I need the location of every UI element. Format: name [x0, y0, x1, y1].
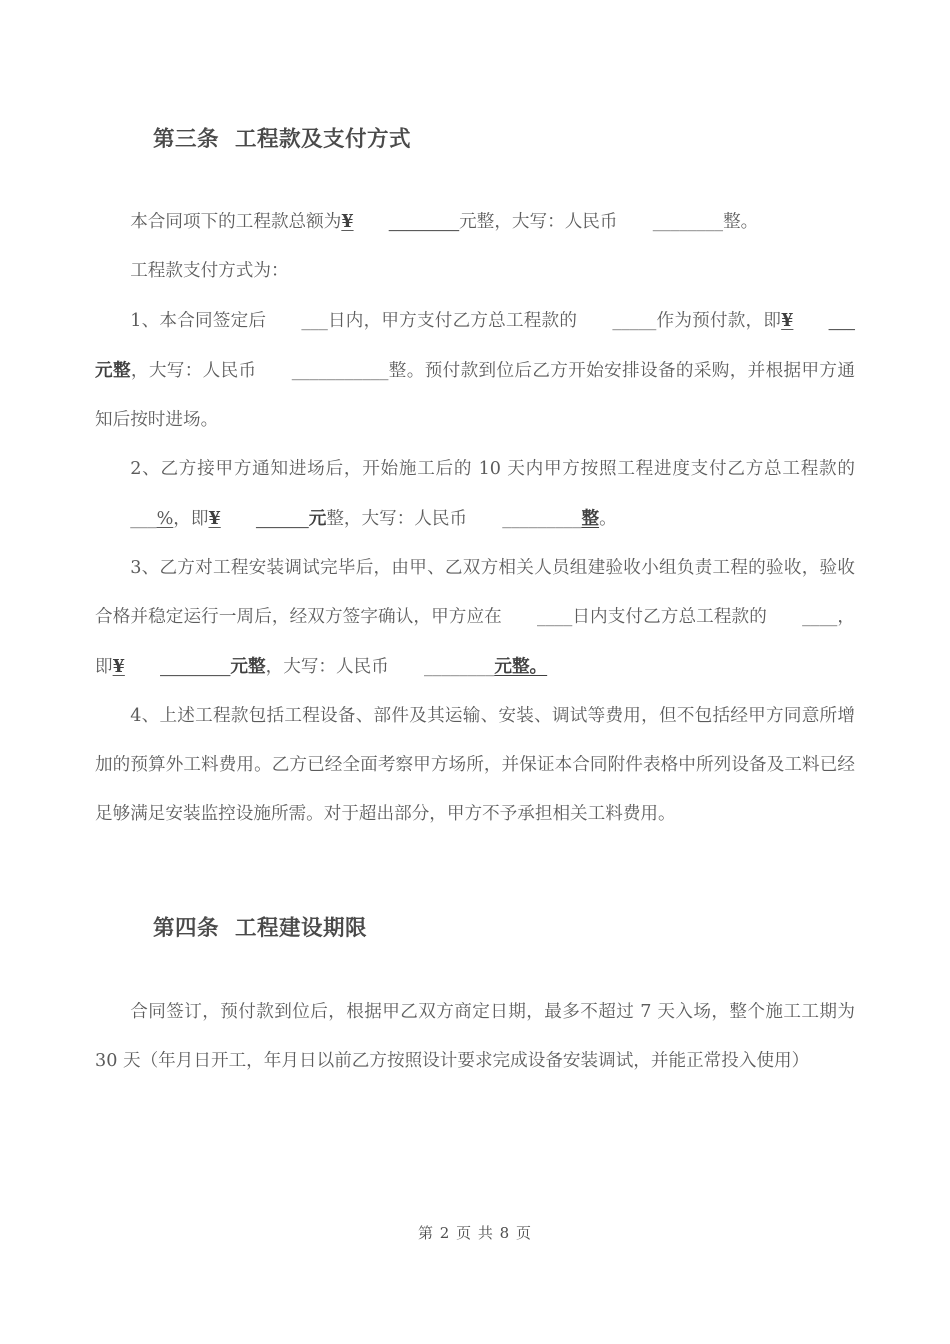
item-3-text-3: ，即 — [95, 607, 855, 677]
total-amount-mid: 元整，大写：人民币 — [459, 212, 618, 232]
section-heading-4: 第四条 工程建设期限 — [153, 916, 367, 941]
item-1-number: 1、 — [130, 311, 160, 331]
item-3-number: 3、 — [130, 558, 160, 578]
blank-item-3-amount[interactable]: ________ — [160, 657, 231, 677]
blank-item-1-percent[interactable]: _____ — [612, 311, 657, 331]
period-text-4: 日开工， — [193, 1051, 264, 1071]
blank-item-2-words[interactable]: _________ — [502, 509, 582, 529]
item-2-text-5: 整，大写：人民币 — [326, 509, 468, 529]
item-3-text-5: ，大写：人民币 — [265, 657, 389, 677]
item-1-text-6: 整。预付款到位后乙方开始安排设备的采购，并根据甲方通知后按时进场。 — [95, 361, 855, 430]
item-2-text-6: 整 — [581, 508, 600, 529]
blank-item-1-days[interactable]: ___ — [301, 311, 328, 331]
total-amount-tail: 整。 — [723, 212, 759, 232]
blank-total-amount[interactable]: ________ — [388, 212, 460, 232]
item-3-text-2: 日内支付乙方总工程款的 — [572, 607, 767, 627]
period-text-7: 日以前乙方按照设计要求完成设备安装调试，并能正常投入使用） — [299, 1051, 810, 1071]
item-2-text-1: 乙方接甲方通知进场后，开始施工后的 10 天内甲方按照工程进度支付乙方总工程款的 — [160, 459, 855, 479]
currency-symbol-total: ¥ — [341, 211, 354, 232]
item-1-text-5: ，大写：人民币 — [130, 361, 257, 381]
item-1-text-3: 作为预付款，即 — [656, 311, 782, 331]
blank-item-2-percent[interactable]: ___ — [130, 509, 157, 529]
item-2-percent-sign: % — [156, 509, 174, 529]
item-2-text-3: ，即 — [173, 509, 209, 529]
period-text-1: 合同签订，预付款到位后，根据甲乙双方商定日期，最多不超过 7 天入场，整个施工工期为 30 天（ — [95, 1002, 855, 1071]
paragraph-method-intro — [95, 247, 855, 296]
paragraph-total-amount — [95, 197, 855, 247]
blank-item-3-days[interactable]: ____ — [537, 607, 573, 627]
footer-total-pages: 8 — [499, 1224, 511, 1242]
currency-symbol-item-2: ¥ — [208, 508, 221, 529]
item-2-text-4: 元 — [308, 508, 327, 529]
period-label-year-1: 年 — [158, 1051, 176, 1071]
item-4-number: 4、 — [130, 706, 160, 726]
paragraph-item-3 — [95, 544, 855, 692]
blank-item-3-words[interactable]: ________ — [423, 657, 495, 677]
blank-item-1-amount[interactable]: ___ — [828, 311, 855, 331]
period-label-month-2: 月 — [281, 1051, 299, 1071]
footer-suffix: 页 — [516, 1224, 533, 1242]
paragraph-item-2 — [95, 445, 855, 544]
item-1-text-2: 日内，甲方支付乙方总工程款的 — [327, 311, 578, 331]
total-amount-lead: 本合同项下的工程款总额为 — [130, 212, 342, 232]
item-3-text-4: 元整 — [230, 656, 266, 677]
paragraph-item-1 — [95, 296, 855, 445]
footer-middle: 页 共 — [456, 1224, 494, 1242]
item-4-text: 上述工程款包括工程设备、部件及其运输、安装、调试等费用，但不包括经甲方同意所增加的预算外工料费用。乙方已经全面考察甲方场所，并保证本合同附件表格中所列设备及工料已经足够满足安装监控设施所需。对于超出部分，甲方不予承担相关工料费用。 — [95, 706, 855, 824]
item-1-text-1: 本合同签定后 — [159, 311, 267, 331]
currency-symbol-item-3: ¥ — [112, 656, 125, 677]
paragraph-construction-period — [95, 988, 855, 1086]
blank-item-1-words[interactable]: ___________ — [291, 361, 389, 381]
currency-symbol-item-1: ¥ — [781, 310, 794, 331]
footer-current-page: 2 — [439, 1224, 451, 1242]
blank-total-words[interactable]: ________ — [652, 212, 724, 232]
item-1-text-4: 元整 — [95, 360, 131, 381]
method-intro-text: 工程款支付方式为： — [130, 261, 289, 281]
page-footer — [0, 1222, 950, 1243]
period-label-year-2: 年 — [263, 1051, 282, 1071]
section-heading-3: 第三条 工程款及支付方式 — [153, 127, 411, 152]
item-2-number: 2、 — [130, 459, 161, 479]
paragraph-item-4 — [95, 692, 855, 839]
item-2-text-7: 。 — [599, 509, 617, 529]
item-3-text-1: 乙方对工程安装调试完毕后，由甲、乙双方相关人员组建验收小组负责工程的验收，验收合格并稳定运行一周后，经双方签字确认，甲方应在 — [95, 558, 855, 627]
blank-item-3-percent[interactable]: ____ — [802, 607, 838, 627]
item-3-text-6: 元整。 — [494, 656, 548, 677]
footer-prefix: 第 — [417, 1224, 434, 1242]
blank-item-2-amount[interactable]: ______ — [255, 509, 309, 529]
period-label-month-1: 月 — [175, 1051, 194, 1071]
